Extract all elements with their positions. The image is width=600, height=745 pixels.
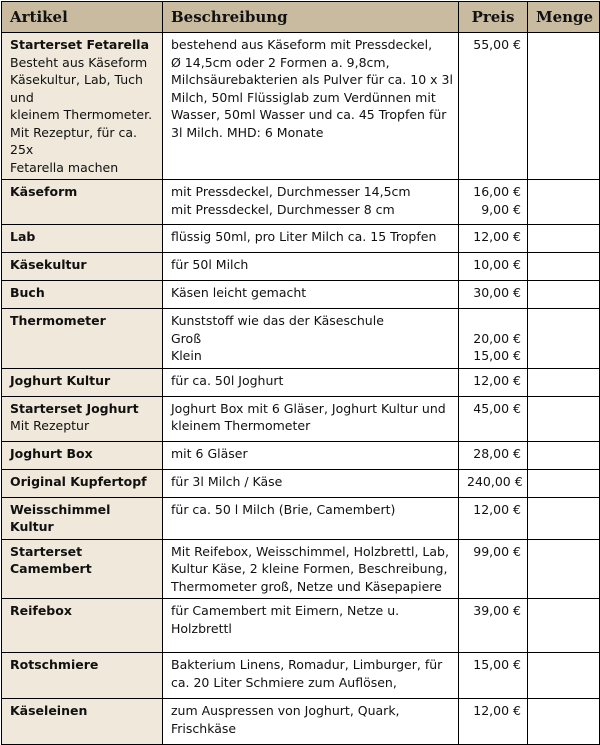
beschreibung-line: Milchsäurebakterien als Pulver für ca. 10 x 3l [171,72,453,87]
beschreibung-cell [163,699,459,745]
artikel-subtext: Mit Rezeptur [10,418,90,433]
table-row [2,180,600,225]
beschreibung-line: Kunststoff wie das der Käseschule [171,313,384,328]
menge-input-cell[interactable] [528,309,600,369]
beschreibung-cell [163,368,459,396]
preis-cell [459,441,528,469]
preis-value: 10,00 € [473,257,521,272]
preis-value: 12,00 € [473,703,521,718]
menge-input-cell[interactable] [528,599,600,653]
artikel-name: Käseform [10,184,78,199]
menge-input-cell[interactable] [528,281,600,309]
preis-value: 15,00 € [473,657,521,672]
beschreibung-cell [163,33,459,180]
preis-cell [459,653,528,699]
artikel-name: Weisschimmel Kultur [10,501,111,534]
menge-input-cell[interactable] [528,180,600,225]
beschreibung-line: Holzbrettl [171,620,232,636]
beschreibung-cell [163,253,459,281]
beschreibung-cell [163,281,459,309]
preis-value: 28,00 € [473,445,521,461]
artikel-cell [2,33,163,180]
preis-cell [459,497,528,539]
header-artikel: Artikel [2,2,163,33]
artikel-cell [2,281,163,309]
table-row [2,653,600,699]
menge-input-cell[interactable] [528,497,600,539]
preis-cell [459,539,528,599]
preis-value: 55,00 € [473,37,521,52]
artikel-cell [2,396,163,441]
artikel-name: Joghurt Kultur [10,372,111,388]
table-row [2,396,600,441]
beschreibung-cell [163,469,459,497]
beschreibung-line: Thermometer groß, Netze und Käsepapiere [171,578,442,594]
preis-value: 12,00 € [473,372,521,388]
artikel-cell [2,469,163,497]
artikel-cell [2,253,163,281]
artikel-name: Joghurt Box [10,445,93,461]
beschreibung-cell [163,539,459,599]
beschreibung-line: für ca. 50 l Milch (Brie, Camembert) [171,501,396,517]
beschreibung-cell [163,599,459,653]
beschreibung-cell [163,497,459,539]
preis-value: 240,00 € [467,473,523,489]
artikel-name: Buch [10,285,45,300]
beschreibung-line: Mit Reifebox, Weisschimmel, Holzbrettl, Lab, [171,543,449,559]
table-row [2,539,600,599]
beschreibung-cell [163,441,459,469]
table-row [2,599,600,653]
table-row [2,368,600,396]
preis-cell [459,180,528,225]
preis-cell [459,699,528,745]
artikel-cell [2,180,163,225]
artikel-cell [2,225,163,253]
artikel-subtext: Fetarella machen [10,159,119,175]
beschreibung-line: mit 6 Gläser [171,445,248,461]
artikel-cell [2,699,163,745]
artikel-name: Rotschmiere [10,657,99,672]
table-row [2,253,600,281]
artikel-name: Original Kupfertopf [10,473,147,489]
beschreibung-line: Joghurt Box mit 6 Gläser, Joghurt Kultur und [171,400,446,416]
preis-cell [459,469,528,497]
preis-value: 20,00 € [473,330,521,346]
preis-value: 45,00 € [473,400,521,416]
beschreibung-line: Klein [171,348,202,363]
menge-input-cell[interactable] [528,396,600,441]
preis-cell [459,396,528,441]
header-row [2,2,600,33]
table-row [2,225,600,253]
beschreibung-line: für 50l Milch [171,257,249,272]
preis-value: 99,00 € [473,543,521,559]
beschreibung-cell [163,396,459,441]
preis-cell [459,309,528,369]
preis-value [467,312,521,330]
table-row [2,469,600,497]
artikel-cell [2,539,163,599]
artikel-name: Starterset Joghurt [10,400,139,416]
menge-input-cell[interactable] [528,441,600,469]
menge-input-cell[interactable] [528,469,600,497]
preis-cell [459,599,528,653]
preis-value: 15,00 € [473,348,521,363]
header-preis: Preis [459,2,528,33]
artikel-subtext: Besteht aus Käseform [10,54,148,70]
beschreibung-line: Bakterium Linens, Romadur, Limburger, für [171,657,443,672]
price-list [1,1,599,745]
artikel-name: Thermometer [10,313,106,328]
artikel-name: Starterset Camembert [10,543,92,576]
artikel-cell [2,368,163,396]
beschreibung-line: mit Pressdeckel, Durchmesser 14,5cm [171,184,411,199]
beschreibung-line: mit Pressdeckel, Durchmesser 8 cm [171,201,395,217]
beschreibung-line: ca. 20 Liter Schmiere zum Auflösen, [171,674,397,690]
price-table [1,1,600,745]
preis-cell [459,368,528,396]
artikel-name: Käseleinen [10,703,88,718]
preis-value: 39,00 € [473,603,521,618]
table-row [2,699,600,745]
table-row [2,441,600,469]
artikel-cell [2,497,163,539]
beschreibung-cell [163,653,459,699]
beschreibung-cell [163,225,459,253]
preis-value: 12,00 € [473,229,521,244]
menge-input-cell[interactable] [528,653,600,699]
preis-cell [459,33,528,180]
beschreibung-line: für ca. 50l Joghurt [171,372,284,388]
beschreibung-line: flüssig 50ml, pro Liter Milch ca. 15 Tropfen [171,229,437,244]
artikel-name: Reifebox [10,603,72,618]
artikel-subtext: Käsekultur, Lab, Tuch und [10,72,143,105]
beschreibung-line: Groß [171,330,202,346]
menge-input-cell[interactable] [528,699,600,745]
artikel-name: Starterset Fetarella [10,37,150,52]
table-body [2,33,600,745]
preis-value: 12,00 € [473,501,521,517]
artikel-subtext: kleinem Thermometer. [10,107,153,122]
beschreibung-line: bestehend aus Käseform mit Pressdeckel, [171,37,433,52]
preis-value: 16,00 € [473,184,521,199]
menge-input-cell[interactable] [528,33,600,180]
beschreibung-line: Milch, 50ml Flüssiglab zum Verdünnen mit [171,89,436,105]
artikel-name: Lab [10,229,36,244]
beschreibung-cell [163,180,459,225]
preis-value: 30,00 € [473,285,521,300]
artikel-cell [2,441,163,469]
preis-cell [459,225,528,253]
artikel-subtext: Mit Rezeptur, für ca. 25x [10,124,137,157]
preis-value: 9,00 € [481,201,521,217]
beschreibung-line: Käsen leicht gemacht [171,285,307,300]
beschreibung-line: zum Auspressen von Joghurt, Quark, [171,703,400,718]
preis-cell [459,253,528,281]
beschreibung-line: für 3l Milch / Käse [171,473,283,489]
beschreibung-line: Kultur Käse, 2 kleine Formen, Beschreibung, [171,561,448,576]
beschreibung-line: für Camembert mit Eimern, Netze u. [171,603,400,618]
artikel-name: Käsekultur [10,257,87,272]
header-menge: Menge [528,2,600,33]
menge-input-cell[interactable] [528,539,600,599]
preis-cell [459,281,528,309]
artikel-cell [2,653,163,699]
beschreibung-line: Ø 14,5cm oder 2 Formen a. 9,8cm, [171,54,390,70]
beschreibung-line: kleinem Thermometer [171,418,311,433]
artikel-cell [2,599,163,653]
table-row [2,497,600,539]
table-row [2,309,600,369]
menge-input-cell[interactable] [528,253,600,281]
menge-input-cell[interactable] [528,225,600,253]
table-row [2,33,600,180]
beschreibung-line: Wasser, 50ml Wasser und ca. 45 Tropfen für [171,107,447,122]
beschreibung-line: 3l Milch. MHD: 6 Monate [171,124,324,140]
beschreibung-cell [163,309,459,369]
table-row [2,281,600,309]
artikel-cell [2,309,163,369]
beschreibung-line: Frischkäse [171,720,237,736]
header-beschreibung: Beschreibung [163,2,459,33]
menge-input-cell[interactable] [528,368,600,396]
